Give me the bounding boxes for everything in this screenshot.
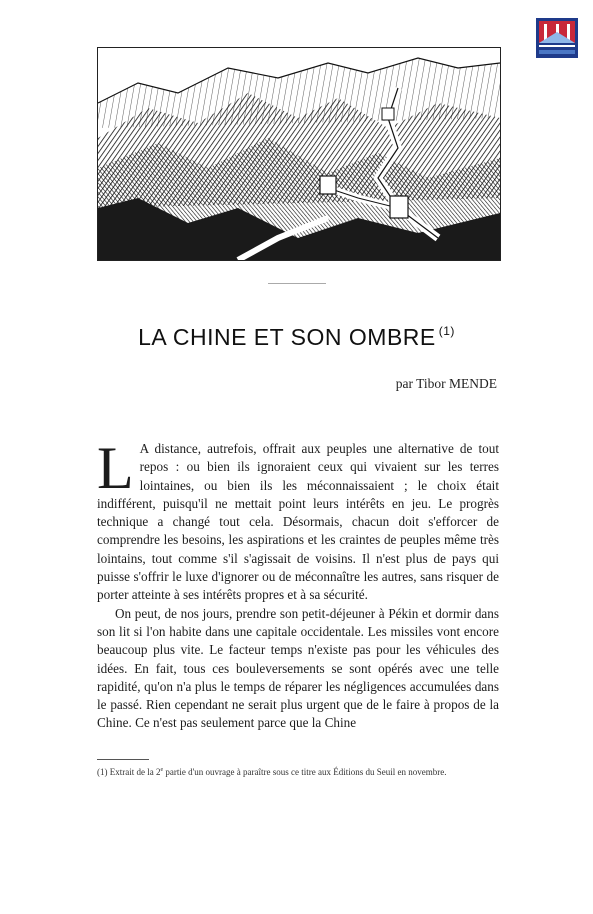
footnote-text-start: (1) Extrait de la 2 bbox=[97, 767, 161, 777]
great-wall-engraving bbox=[97, 47, 501, 261]
title-footnote-marker: (1) bbox=[438, 324, 455, 338]
paragraph-2: On peut, de nos jours, prendre son petit-déjeuner à Pékin et dormir dans son lit si l'on habite dans une capitale occidentale. Les missiles vont encore beaucoup plus vite. Le facteur temps n'existe pas pour les véhicules des idées. En fait, tous ces bouleversements se sont opérés avec une telle rapidité, qu'on n'a plus le temps de réparer les négligences accumulées dans le passé. Rien cependant ne serait plus urgent que de le faire à propos de la Chine. Ce n'est pas seulement parce que la Chine bbox=[97, 605, 499, 731]
footnote-superscript: e bbox=[160, 767, 164, 773]
byline: par Tibor MENDE bbox=[395, 376, 497, 391]
paragraph-1-text: A distance, autrefois, offrait aux peuples une alternative de tout repos : ou bien ils ignoraient ceux qui vivaient sur les terres lointaines, ou bien ils les méconnaissaient ; le choix était indifférent, puisqu'il ne mettait point leurs intérêts en jeu. Le progrès technique a changé tout cela. Désormais, chacun doit s'efforcer de comprendre les besoins, les aspirations et les craintes de peuples même très lointains, tout comme s'il s'agissait de voisins. Il n'est plus de pays qui puisse s'offrir le luxe d'ignorer ou de méconnaître les autres, sans risquer de porter atteinte à ses intérêts propres et à sa sécurité. bbox=[97, 441, 499, 603]
footnote bbox=[97, 765, 499, 778]
footnote-divider bbox=[97, 759, 149, 760]
divider bbox=[268, 283, 326, 284]
paragraph-1 bbox=[97, 435, 499, 605]
article-body bbox=[97, 435, 499, 733]
drop-cap: L bbox=[97, 435, 134, 501]
institution-logo-icon bbox=[536, 18, 578, 58]
article-title bbox=[0, 324, 593, 351]
footnote-text-end: partie d'un ouvrage à paraître sous ce titre aux Éditions du Seuil en novembre. bbox=[163, 767, 447, 777]
article-title-text: LA CHINE ET SON OMBRE bbox=[138, 324, 436, 350]
